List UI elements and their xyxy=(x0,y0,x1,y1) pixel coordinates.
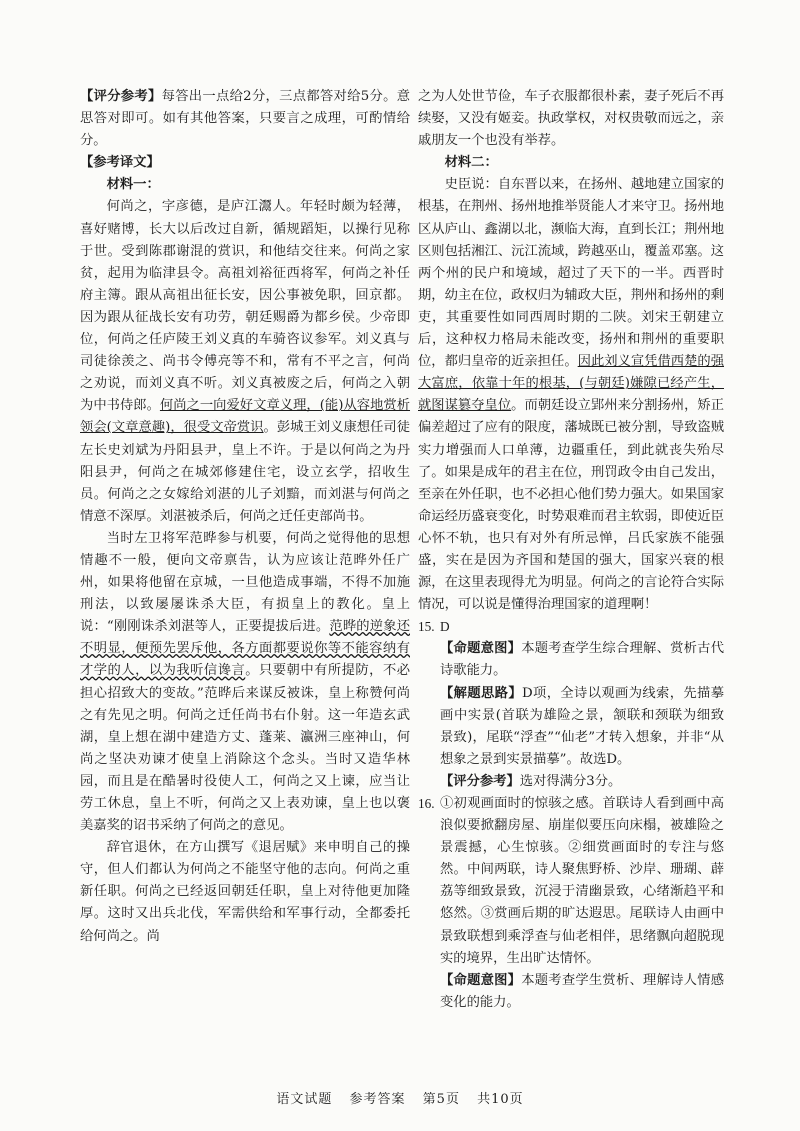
question-15 xyxy=(418,616,724,638)
translation-continuation: 之为人处世节俭，车子衣服都很朴素，妻子死后不再续娶，又没有姬妾。执政掌权，对权贵敬而远之，亲戚朋友一个也没有举荐。 xyxy=(418,89,724,149)
translation-heading: 【参考译文】 xyxy=(80,155,160,171)
material-two-heading: 材料二： xyxy=(444,155,498,171)
answer-text: ①初观画面时的惊骇之感。首联诗人看到画中高浪似要掀翻房屋、崩崖似要压向床榻，被雄险之景震撼，心生惊骇。②细赏画面时的专注与悠然。中间两联，诗人聚焦野桥、沙岸、珊瑚、薜荔等细致景致，沉浸于清幽景致，心绪渐趋平和悠然。③赏画后期的旷达遐思。尾联诗人由画中景致联想到乘浮查与仙老相伴，思绪飘向超脱现实的境界，生出旷达情怀。 xyxy=(440,796,724,966)
right-column xyxy=(418,86,724,1014)
footer-answer: 参考答案 xyxy=(349,1092,406,1107)
translation-paragraph-2: 当时左卫将军范晔参与机要，何尚之觉得他的思想情趣不一般，便向文帝禀告，认为应该让范晔外任广州，如果将他留在京城，一旦他造成事端，不得不加施刑法，以致屡屡诛杀大臣，有损皇上的教化。皇上说：“刚刚诛杀刘湛等人，正要提拔后进。范晔的逆象还不明显，便预先罢斥他，各方面都要说你等不能容纳有才学的人，以为我听信谗言。只要朝中有所提防，不必担心招致大的变故。”范晔后来谋反被诛，皇上称赞何尚之有先见之明。何尚之迁任尚书右仆射。这一年造玄武湖，皇上想在湖中建造方丈、蓬莱、瀛洲三座神山，何尚之坚决劝谏才使皇上消除这个念头。当时又造华林园，而且是在酷暑时役使人工，何尚之又上谏，应当让劳工休息，皇上不听，何尚之又上表劝谏，皇上也以褒美嘉奖的诏书采纳了何尚之的意见。 xyxy=(80,530,411,834)
question-number: 16. xyxy=(418,796,435,811)
q15-intent: 【命题意图】本题考查学生综合理解、赏析古代诗歌能力。 xyxy=(440,641,725,679)
translation-paragraph-1: 何尚之，字彦德，是庐江灊人。年轻时颇为轻薄，喜好赌博，长大以后改过自新，循规蹈矩，以操行见称于世。受到陈郡谢混的赏识，和他结交往来。何尚之家贫，起用为临津县令。高祖刘裕征西将军，何尚之补任府主簿。跟从高祖出征长安，因公事被免职，回京都。因为跟从征战长安有功劳，朝廷赐爵为都乡侯。少帝即位，何尚之任庐陵王刘义真的车骑咨议参军。刘义真与司徒徐羡之、尚书令傅亮等不和，常有不平之言，何尚之劝说，而刘义真不听。刘义真被废之后，何尚之入朝为中书侍郎。何尚之一向爱好文章义理，(能)从容地赏析领会(文章意趣)，很受文帝赏识。彭城王刘义康想任司徒左长史刘斌为丹阳县尹，皇上不许。于是以何尚之为丹阳县尹，何尚之在城郊修建住宅，设立玄学，招收生员。何尚之之女嫁给刘湛的儿子刘黯，而刘湛与何尚之情意不深厚。刘湛被杀后，何尚之迁任吏部尚书。 xyxy=(80,199,411,524)
q15-solution: 【解题思路】D项，全诗以观画为线索，先描摹画中实景(首联为雄险之景，颔联和颈联为细致景致)，尾联“浮查”“仙老”才转入想象，并非“从想象之景到实景描摹”。故选D。 xyxy=(440,685,724,767)
q15-scoring: 【评分参考】选对得满分3分。 xyxy=(440,773,622,789)
q16-intent: 【命题意图】本题考查学生赏析、理解诗人情感变化的能力。 xyxy=(440,972,725,1010)
scoring-reference: 【评分参考】每答出一点给2分，三点都答对给5分。意思答对即可。如有其他答案，只要言之成理，可酌情给分。 xyxy=(80,89,410,149)
left-column xyxy=(80,86,410,948)
answer-choice: D xyxy=(440,619,450,635)
footer-total: 共10页 xyxy=(477,1092,524,1107)
question-16 xyxy=(418,793,724,970)
material-one-heading: 材料一： xyxy=(106,177,160,193)
material-two-paragraph: 史臣说：自东晋以来，在扬州、越地建立国家的根基，在荆州、扬州地推举贤能人才来守卫。扬州地区从庐山、鑫湖以北，濒临大海，直到长江；荆州地区则包括湘江、沅江流域，跨越巫山，覆盖邓塞。这两个州的民户和境域，超过了天下的一半。西晋时期，幼主在位，政权归为辅政大臣，荆州和扬州的剩吏，其重要性如同西周时期的二陕。刘宋王朝建立后，这种权力格局未能改变，扬州和荆州的重要职位，都归皇帝的近亲担任。因此刘义宣凭借西楚的强大富庶，依靠十年的根基，(与朝廷)嫌隙已经产生，就图谋篡夺皇位。而朝廷设立郢州来分割扬州，矫正偏差超过了应有的限度，藩城既已被分割，导致盗贼实力增强而人口单薄，边疆重任，到此就丧失殆尽了。如果是成年的君主在位，刑罚政令由自己发出，至亲在外任职，也不必担心他们势力强大。如果国家命运经历盛衰变化，时势艰难而君主软弱，即使近臣心怀不轨，也只有对外有所忌惮，吕氏家族不能强盛，实在是因为齐国和楚国的强大，国家兴衰的根源，在这里表现得尤为明显。何尚之的言论符合实际情况，可以说是懂得治理国家的道理啊！ xyxy=(418,177,725,613)
footer-page: 第5页 xyxy=(422,1092,460,1107)
footer-subject: 语文试题 xyxy=(276,1092,333,1107)
question-number: 15. xyxy=(418,619,435,635)
translation-paragraph-3: 辞官退休，在方山撰写《退居赋》来申明自己的操守，但人们都认为何尚之不能坚守他的志向。何尚之重新任职。何尚之已经返回朝廷任职，皇上对待他更加隆厚。这时又出兵北伐，军需供给和军事行动，全都委托给何尚之。尚 xyxy=(80,840,410,944)
page-footer xyxy=(0,1088,800,1107)
